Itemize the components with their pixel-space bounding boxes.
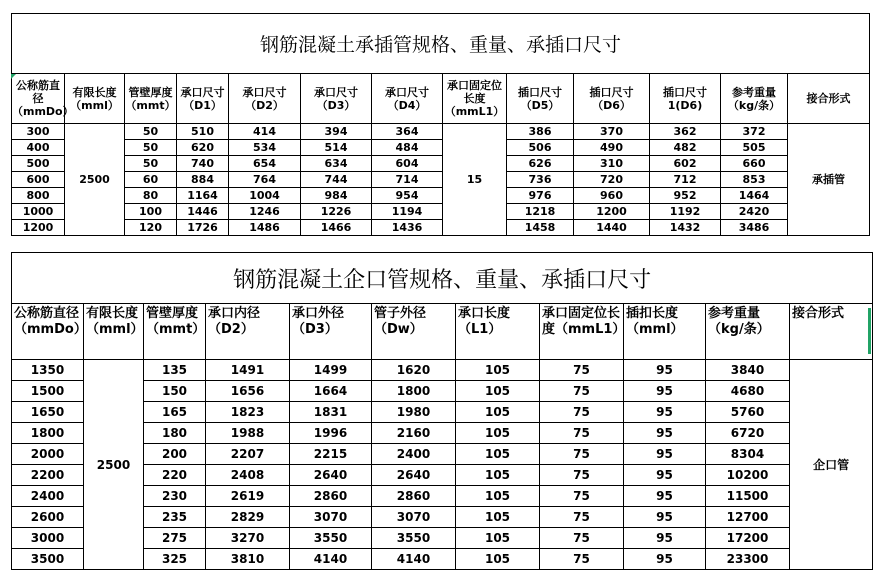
table-cell: 105 xyxy=(456,549,540,570)
column-header: 管壁厚度（mmt） xyxy=(125,74,177,124)
table-cell: 95 xyxy=(624,381,706,402)
joint-type-cell: 企口管 xyxy=(790,360,873,570)
table-cell: 75 xyxy=(540,423,624,444)
table-cell: 3550 xyxy=(372,528,456,549)
table-cell: 1650 xyxy=(12,402,84,423)
table-cell: 2200 xyxy=(12,465,84,486)
table-cell: 75 xyxy=(540,486,624,507)
column-header: 承口尺寸（D1） xyxy=(177,74,229,124)
table-cell: 484 xyxy=(372,140,443,156)
table-cell: 220 xyxy=(144,465,206,486)
table-cell: 75 xyxy=(540,381,624,402)
table-cell: 8304 xyxy=(706,444,790,465)
column-header: 有限长度（mml） xyxy=(65,74,125,124)
table-cell: 105 xyxy=(456,486,540,507)
table-cell: 976 xyxy=(507,188,574,204)
table-cell: 105 xyxy=(456,465,540,486)
column-header: 承口尺寸（D4） xyxy=(372,74,443,124)
table-cell: 400 xyxy=(12,140,65,156)
table-cell: 5760 xyxy=(706,402,790,423)
column-header: 插口尺寸1(D6) xyxy=(650,74,721,124)
table-cell: 1200 xyxy=(574,204,650,220)
table-cell: 105 xyxy=(456,360,540,381)
table-cell: 1192 xyxy=(650,204,721,220)
table-cell: 2829 xyxy=(206,507,290,528)
table-cell: 800 xyxy=(12,188,65,204)
table-cell: 2400 xyxy=(372,444,456,465)
table-row xyxy=(12,124,870,140)
table-cell: 325 xyxy=(144,549,206,570)
header-row xyxy=(12,304,873,360)
table-cell: 75 xyxy=(540,444,624,465)
table-cell: 414 xyxy=(229,124,301,140)
cell-selection-indicator xyxy=(868,308,871,354)
table-cell: 604 xyxy=(372,156,443,172)
table-cell: 370 xyxy=(574,124,650,140)
table-cell: 600 xyxy=(12,172,65,188)
table-cell: 120 xyxy=(125,220,177,236)
table-cell: 1194 xyxy=(372,204,443,220)
table-cell: 1446 xyxy=(177,204,229,220)
column-header: 承口内径（D2） xyxy=(206,304,290,360)
table-cell: 506 xyxy=(507,140,574,156)
table-cell: 482 xyxy=(650,140,721,156)
table-cell: 2600 xyxy=(12,507,84,528)
table-cell: 4680 xyxy=(706,381,790,402)
table-cell: 960 xyxy=(574,188,650,204)
table-cell: 1436 xyxy=(372,220,443,236)
table-cell: 105 xyxy=(456,381,540,402)
table-cell: 514 xyxy=(301,140,372,156)
table-cell: 200 xyxy=(144,444,206,465)
column-header: 接合形式 xyxy=(788,74,870,124)
table-row xyxy=(12,140,870,156)
table-cell: 235 xyxy=(144,507,206,528)
table-cell: 95 xyxy=(624,444,706,465)
column-header: 管壁厚度（mmt） xyxy=(144,304,206,360)
table-cell: 100 xyxy=(125,204,177,220)
column-header: 有限长度（mml） xyxy=(84,304,144,360)
table-row xyxy=(12,220,870,236)
table-cell: 1726 xyxy=(177,220,229,236)
table-cell: 3270 xyxy=(206,528,290,549)
table-cell: 230 xyxy=(144,486,206,507)
table-cell: 1200 xyxy=(12,220,65,236)
table-cell: 1464 xyxy=(721,188,788,204)
table-cell: 1466 xyxy=(301,220,372,236)
tongue-groove-pipe-table xyxy=(11,252,873,570)
table-cell: 105 xyxy=(456,444,540,465)
table-cell: 1500 xyxy=(12,381,84,402)
table-cell: 500 xyxy=(12,156,65,172)
table-cell: 105 xyxy=(456,507,540,528)
table-cell: 150 xyxy=(144,381,206,402)
table-cell: 364 xyxy=(372,124,443,140)
table-cell: 12700 xyxy=(706,507,790,528)
table-cell: 1432 xyxy=(650,220,721,236)
table-cell: 105 xyxy=(456,402,540,423)
table-cell: 50 xyxy=(125,124,177,140)
table-cell: 3486 xyxy=(721,220,788,236)
table-cell: 75 xyxy=(540,465,624,486)
table-cell: 984 xyxy=(301,188,372,204)
column-header: 插口尺寸（D5） xyxy=(507,74,574,124)
table-cell: 1350 xyxy=(12,360,84,381)
table-cell: 386 xyxy=(507,124,574,140)
column-header: 承口尺寸（D3） xyxy=(301,74,372,124)
table-cell: 95 xyxy=(624,423,706,444)
table-cell: 6720 xyxy=(706,423,790,444)
table-cell: 714 xyxy=(372,172,443,188)
column-header: 公称筋直径（mmDo） xyxy=(12,74,65,124)
table-title: 钢筋混凝土承插管规格、重量、承插口尺寸 xyxy=(12,14,870,74)
column-header: 插口尺寸（D6） xyxy=(574,74,650,124)
table-cell: 75 xyxy=(540,528,624,549)
socket-pipe-table xyxy=(11,13,870,236)
table-cell: 2207 xyxy=(206,444,290,465)
cell-comment-marker xyxy=(11,74,16,79)
table-cell: 634 xyxy=(301,156,372,172)
table-cell: 60 xyxy=(125,172,177,188)
table-cell: 2640 xyxy=(290,465,372,486)
table-cell: 3070 xyxy=(290,507,372,528)
table-cell: 720 xyxy=(574,172,650,188)
table-cell: 10200 xyxy=(706,465,790,486)
table-cell: 1499 xyxy=(290,360,372,381)
column-header: 参考重量（kg/条） xyxy=(706,304,790,360)
table-cell: 75 xyxy=(540,402,624,423)
table-cell: 135 xyxy=(144,360,206,381)
table-cell: 1246 xyxy=(229,204,301,220)
table-cell: 1164 xyxy=(177,188,229,204)
table-row xyxy=(12,188,870,204)
table-cell: 620 xyxy=(177,140,229,156)
table-cell: 2408 xyxy=(206,465,290,486)
table-cell: 11500 xyxy=(706,486,790,507)
column-header: 承口尺寸（D2） xyxy=(229,74,301,124)
table-cell: 95 xyxy=(624,402,706,423)
table-cell: 1000 xyxy=(12,204,65,220)
sheet-gap xyxy=(0,240,881,252)
table-cell: 50 xyxy=(125,140,177,156)
column-header: 接合形式 xyxy=(790,304,873,360)
table-row xyxy=(12,204,870,220)
table-cell: 95 xyxy=(624,507,706,528)
table-cell: 2640 xyxy=(372,465,456,486)
table-cell: 300 xyxy=(12,124,65,140)
table-cell: 275 xyxy=(144,528,206,549)
table-cell: 660 xyxy=(721,156,788,172)
table-cell: 3000 xyxy=(12,528,84,549)
table-cell: 505 xyxy=(721,140,788,156)
table-cell: 1831 xyxy=(290,402,372,423)
table-cell: 1458 xyxy=(507,220,574,236)
table-cell: 1486 xyxy=(229,220,301,236)
column-header: 承口外径（D3） xyxy=(290,304,372,360)
table-cell: 3500 xyxy=(12,549,84,570)
table-cell: 626 xyxy=(507,156,574,172)
table-cell: 50 xyxy=(125,156,177,172)
table-cell: 1004 xyxy=(229,188,301,204)
table-cell: 3550 xyxy=(290,528,372,549)
table-cell: 534 xyxy=(229,140,301,156)
table-cell: 23300 xyxy=(706,549,790,570)
table-cell: 952 xyxy=(650,188,721,204)
table-cell: 3840 xyxy=(706,360,790,381)
table-cell: 954 xyxy=(372,188,443,204)
table-row xyxy=(12,360,873,381)
table-cell: 510 xyxy=(177,124,229,140)
length-cell: 2500 xyxy=(84,360,144,570)
table-title: 钢筋混凝土企口管规格、重量、承插口尺寸 xyxy=(12,253,873,304)
table-cell: 95 xyxy=(624,486,706,507)
column-header: 承口长度（L1） xyxy=(456,304,540,360)
table-cell: 75 xyxy=(540,360,624,381)
table-cell: 2160 xyxy=(372,423,456,444)
table-cell: 1988 xyxy=(206,423,290,444)
column-header: 管子外径（Dw） xyxy=(372,304,456,360)
table-cell: 394 xyxy=(301,124,372,140)
table-cell: 2860 xyxy=(372,486,456,507)
table-cell: 2860 xyxy=(290,486,372,507)
table-cell: 2000 xyxy=(12,444,84,465)
table-cell: 105 xyxy=(456,423,540,444)
table-cell: 1800 xyxy=(12,423,84,444)
table-cell: 712 xyxy=(650,172,721,188)
table-cell: 490 xyxy=(574,140,650,156)
table-cell: 1226 xyxy=(301,204,372,220)
column-header: 公称筋直径（mmDo） xyxy=(12,304,84,360)
table-cell: 2420 xyxy=(721,204,788,220)
table-cell: 2400 xyxy=(12,486,84,507)
joint-type-cell: 承插管 xyxy=(788,124,870,236)
table-cell: 1218 xyxy=(507,204,574,220)
table-cell: 853 xyxy=(721,172,788,188)
table-cell: 95 xyxy=(624,465,706,486)
table-cell: 80 xyxy=(125,188,177,204)
column-header: 插扣长度（mml） xyxy=(624,304,706,360)
table-cell: 105 xyxy=(456,528,540,549)
table-cell: 740 xyxy=(177,156,229,172)
table-cell: 2619 xyxy=(206,486,290,507)
table-cell: 372 xyxy=(721,124,788,140)
table-cell: 1664 xyxy=(290,381,372,402)
table-cell: 1491 xyxy=(206,360,290,381)
header-row xyxy=(12,74,870,124)
table-cell: 4140 xyxy=(290,549,372,570)
table-cell: 736 xyxy=(507,172,574,188)
length-cell: 2500 xyxy=(65,124,125,236)
column-header: 承口固定位长度（mmL1） xyxy=(540,304,624,360)
table-row xyxy=(12,156,870,172)
table-cell: 362 xyxy=(650,124,721,140)
table-cell: 884 xyxy=(177,172,229,188)
table-cell: 3070 xyxy=(372,507,456,528)
table-cell: 4140 xyxy=(372,549,456,570)
table-cell: 3810 xyxy=(206,549,290,570)
table-cell: 1996 xyxy=(290,423,372,444)
table-cell: 310 xyxy=(574,156,650,172)
column-header: 承口固定位长度（mmL1） xyxy=(443,74,507,124)
table-row xyxy=(12,172,870,188)
table-cell: 764 xyxy=(229,172,301,188)
table-cell: 1656 xyxy=(206,381,290,402)
table-cell: 1823 xyxy=(206,402,290,423)
fixed-length-cell: 15 xyxy=(443,124,507,236)
column-header: 参考重量（kg/条） xyxy=(721,74,788,124)
table-cell: 602 xyxy=(650,156,721,172)
table-cell: 1620 xyxy=(372,360,456,381)
table-cell: 180 xyxy=(144,423,206,444)
table-cell: 1440 xyxy=(574,220,650,236)
table-cell: 95 xyxy=(624,549,706,570)
table-cell: 2215 xyxy=(290,444,372,465)
table-cell: 744 xyxy=(301,172,372,188)
table-cell: 75 xyxy=(540,507,624,528)
table-cell: 95 xyxy=(624,528,706,549)
table-cell: 1800 xyxy=(372,381,456,402)
table-cell: 75 xyxy=(540,549,624,570)
table-cell: 654 xyxy=(229,156,301,172)
table-cell: 1980 xyxy=(372,402,456,423)
table-cell: 95 xyxy=(624,360,706,381)
table-cell: 17200 xyxy=(706,528,790,549)
table-cell: 165 xyxy=(144,402,206,423)
